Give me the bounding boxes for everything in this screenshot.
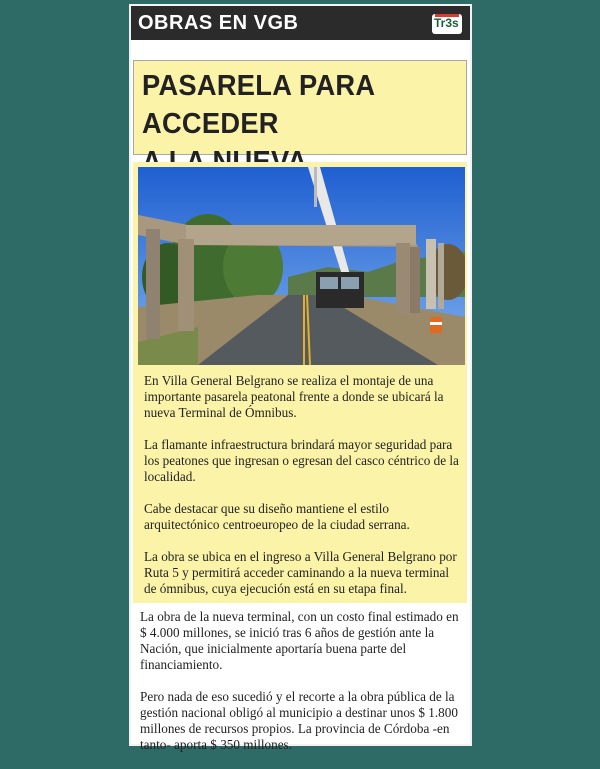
feature-paragraph-3: Cabe destacar que su diseño mantiene el estilo arquitectónico centroeuropeo de la ciudad serrana. [144,501,410,532]
logo-text: Tr3s [434,16,459,30]
feature-paragraph-2: La flamante infraestructura brindará mayor seguridad para los peatones que ingresan o egresan del casco céntrico de la localidad. [144,437,459,484]
section-title: OBRAS EN VGB [138,12,299,34]
feature-paragraph-1: En Villa General Belgrano se realiza el montaje de una importante pasarela peatonal frente a donde se ubicará la nueva Terminal de Ómnibus. [144,373,444,420]
plain-text [140,609,466,769]
plain-paragraph-2: Pero nada de eso sucedió y el recorte a la obra pública de la gestión nacional obligó al municipio a destinar unos $ 1.800 millones de recursos propios. La provincia de Córdoba -en tanto- aporta $ 350 millones. [140,689,458,752]
feature-paragraph-4: La obra se ubica en el ingreso a Villa General Belgrano por Ruta 5 y permitirá acceder caminando a la nueva terminal de ómnibus, cuya ejecución está en su etapa final. [144,549,457,596]
photo-illustration [138,167,465,365]
construction-photo [138,167,465,365]
section-header [131,6,470,40]
tr3s-logo [432,14,462,34]
article-page [129,4,472,752]
feature-text [144,373,462,613]
headline-box [133,60,467,155]
plain-paragraph-1: La obra de la nueva terminal, con un costo final estimado en $ 4.000 millones, se inició tras 6 años de gestión ante la Nación, que inicialmente aportaría buena parte del financiamiento. [140,609,459,672]
feature-box [133,162,467,603]
headline-line-1: PASARELA PARA ACCEDER [142,70,375,140]
